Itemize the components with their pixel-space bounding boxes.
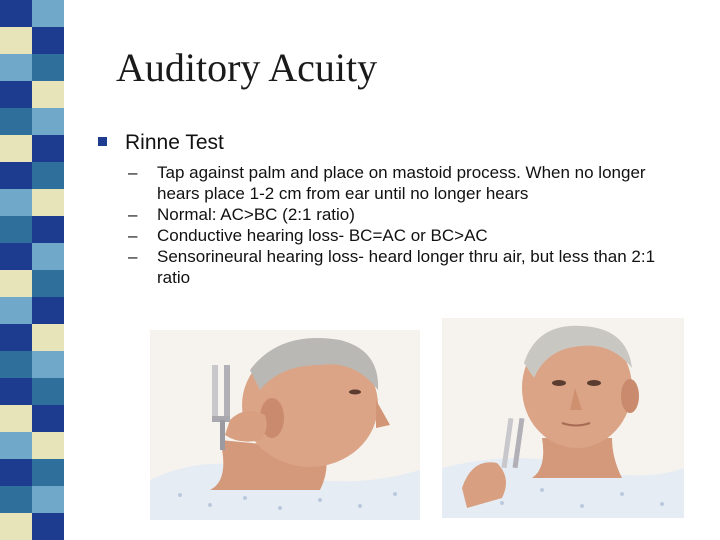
- bullet-rinne-test: [98, 131, 224, 155]
- mosaic-block: [32, 297, 64, 324]
- mosaic-block: [0, 0, 32, 27]
- mosaic-block: [0, 27, 32, 54]
- mosaic-block: [0, 486, 32, 513]
- bullet-label: Rinne Test: [125, 131, 224, 154]
- mosaic-block: [0, 135, 32, 162]
- mosaic-block: [0, 189, 32, 216]
- mosaic-block: [0, 459, 32, 486]
- dash-icon: –: [128, 205, 138, 224]
- mosaic-block: [0, 243, 32, 270]
- mosaic-block: [32, 351, 64, 378]
- mosaic-block: [32, 162, 64, 189]
- sub-bullet-text: Tap against palm and place on mastoid process. When no longer hears place 1-2 cm from ear until no longer hears: [157, 163, 646, 203]
- mosaic-block: [0, 81, 32, 108]
- mosaic-block: [0, 216, 32, 243]
- mosaic-block: [0, 513, 32, 540]
- mosaic-block: [0, 324, 32, 351]
- mosaic-block: [0, 351, 32, 378]
- mosaic-block: [0, 432, 32, 459]
- mosaic-block: [32, 135, 64, 162]
- mosaic-block: [32, 243, 64, 270]
- mosaic-block: [32, 54, 64, 81]
- mosaic-block: [32, 270, 64, 297]
- mosaic-block: [32, 81, 64, 108]
- photo-tuning-fork-on-mastoid-icon: [150, 330, 420, 520]
- mosaic-block: [32, 216, 64, 243]
- mosaic-block: [0, 108, 32, 135]
- sub-bullet-item: [128, 204, 688, 225]
- dash-icon: –: [128, 247, 138, 266]
- sub-bullet-item: [128, 162, 688, 204]
- mosaic-block: [32, 27, 64, 54]
- bullet-square-icon: [98, 137, 107, 146]
- sub-bullet-list: [128, 162, 688, 288]
- photo-tuning-fork-near-ear: [442, 318, 684, 518]
- mosaic-block: [32, 0, 64, 27]
- sub-bullet-item: [128, 246, 688, 288]
- mosaic-block: [0, 270, 32, 297]
- dash-icon: –: [128, 163, 138, 182]
- decorative-mosaic-stripe: [0, 0, 64, 540]
- sub-bullet-item: [128, 225, 688, 246]
- mosaic-block: [32, 189, 64, 216]
- mosaic-block: [0, 378, 32, 405]
- sub-bullet-text: Conductive hearing loss- BC=AC or BC>AC: [157, 226, 488, 245]
- sub-bullet-text: Sensorineural hearing loss- heard longer thru air, but less than 2:1 ratio: [157, 247, 656, 287]
- photo-tuning-fork-near-ear-icon: [442, 318, 684, 518]
- mosaic-block: [32, 405, 64, 432]
- mosaic-block: [0, 162, 32, 189]
- mosaic-block: [0, 54, 32, 81]
- mosaic-block: [0, 297, 32, 324]
- mosaic-block: [32, 324, 64, 351]
- photo-tuning-fork-on-mastoid: [150, 330, 420, 520]
- mosaic-block: [32, 432, 64, 459]
- dash-icon: –: [128, 226, 138, 245]
- mosaic-block: [0, 405, 32, 432]
- sub-bullet-text: Normal: AC>BC (2:1 ratio): [157, 205, 355, 224]
- mosaic-block: [32, 513, 64, 540]
- mosaic-block: [32, 108, 64, 135]
- mosaic-block: [32, 486, 64, 513]
- mosaic-block: [32, 378, 64, 405]
- slide-title: Auditory Acuity: [116, 45, 378, 90]
- mosaic-block: [32, 459, 64, 486]
